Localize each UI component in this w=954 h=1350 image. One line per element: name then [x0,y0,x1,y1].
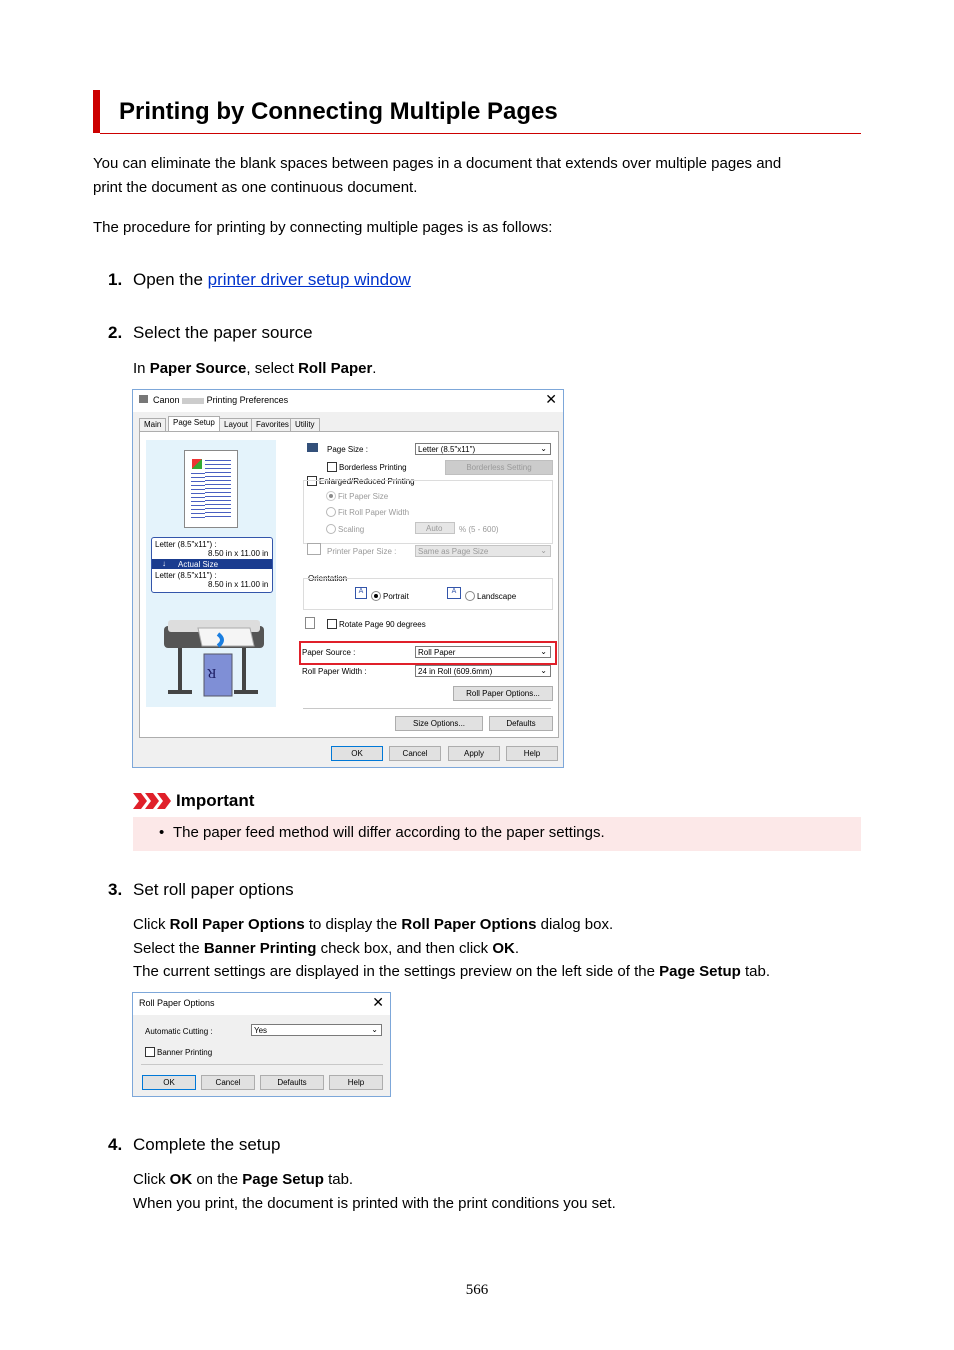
dialog-title-bar: Canon Printing Preferences ✕ [133,390,563,412]
step-3-instructions: Click Roll Paper Options to display the Roll Paper Options dialog box. Select the Banner Printing check box, and then click OK. The current settings are displayed in the settings preview on the left side of the Page Setup tab. [133,916,771,980]
intro-paragraph: You can eliminate the blank spaces between pages in a document that extends over multiple pages and print the document as one continuous document. [93,155,782,196]
borderless-setting-button[interactable]: Borderless Setting [445,460,553,475]
help-button[interactable]: Help [329,1075,383,1090]
chevron-down-icon: ⌄ [540,444,547,453]
page-preview [184,450,238,528]
step-3-text: Set roll paper options [133,880,294,899]
banner-printing-checkbox[interactable] [145,1047,155,1057]
rotate-page-icon [305,617,315,629]
size-options-button[interactable]: Size Options... [395,716,483,731]
tab-utility[interactable]: Utility [290,418,320,431]
printer-icon [139,395,148,403]
defaults-button[interactable]: Defaults [260,1075,324,1090]
tab-main[interactable]: Main [139,418,166,431]
important-arrows-icon [133,793,173,809]
arrow-down-icon: ↓ [162,559,166,568]
tab-favorites[interactable]: Favorites [251,418,294,431]
page-size-select[interactable]: Letter (8.5"x11") ⌄ [415,443,551,455]
heading-accent-bar [93,90,100,133]
cancel-button[interactable]: Cancel [201,1075,255,1090]
roll-paper-options-screenshot: Roll Paper Options ✕ Automatic Cutting : Yes ⌄ Banner Printing OK Cancel Defaults Help [132,992,391,1097]
printing-preferences-screenshot: Canon Printing Preferences ✕ Main Page Setup Layout Favorites Utility Letter (8.5"x11") : 8.50 in x 11.00 in ↓ Actual Size Letter (8.5"x11") : 8.50 in x 11.00 in R Page Size : Letter (8.5"x11") ⌄ Borderless Printing Borderless Setting Enlarged/Reduced Printing Fit Paper Size Fit Roll Paper Width Scaling Auto % (5 - 600) Printer Paper Size : Same as Page Size ⌄ Orientation A Portrait A Landscape Rotate Page 90 degrees Paper Source : Roll Paper ⌄ Roll Paper Width : 24 in Roll (609.6mm) ⌄ Roll Paper Options... Size Options... Defaults OK Cancel Apply Help [132,389,564,768]
scaling-radio[interactable] [326,524,336,534]
image-thumbnail-icon [192,459,202,469]
landscape-icon: A [447,587,461,599]
printer-illustration [158,602,270,698]
step-1-text: Open the printer driver setup window [133,270,411,289]
redacted-model-name [182,398,204,404]
important-title: Important [176,791,255,810]
settings-preview [146,440,276,707]
fit-roll-width-radio[interactable] [326,507,336,517]
printer-paper-size-select[interactable]: Same as Page Size ⌄ [415,545,551,557]
bullet: • [159,824,165,841]
page-number: 566 [465,1282,489,1298]
landscape-radio[interactable] [465,591,475,601]
apply-button[interactable]: Apply [448,746,500,761]
step-2-text: Select the paper source [133,323,313,342]
cancel-button[interactable]: Cancel [389,746,441,761]
portrait-radio[interactable] [371,591,381,601]
procedure-intro: The procedure for printing by connecting multiple pages is as follows: [93,219,553,236]
borderless-checkbox[interactable] [327,462,337,472]
printer-driver-link[interactable]: printer driver setup window [207,270,411,289]
heading-rule [100,133,861,134]
tab-layout[interactable]: Layout [219,418,253,431]
roll-width-select[interactable]: 24 in Roll (609.6mm) ⌄ [415,665,551,677]
ok-button[interactable]: OK [142,1075,196,1090]
page-size-icon [307,443,318,452]
dialog2-title-bar: Roll Paper Options ✕ [133,993,390,1015]
step-1-number: 1. [108,270,123,289]
close-icon[interactable]: ✕ [545,391,557,407]
paper-source-select[interactable]: Roll Paper ⌄ [415,646,551,658]
step-3-number: 3. [108,880,123,899]
step-4-text: Complete the setup [133,1135,281,1154]
defaults-button[interactable]: Defaults [489,716,553,731]
fit-paper-size-radio[interactable] [326,491,336,501]
scaling-input[interactable]: Auto [415,522,455,534]
tab-page-setup[interactable]: Page Setup [168,416,220,432]
close-icon[interactable]: ✕ [372,994,384,1010]
portrait-icon: A [355,587,367,599]
step-2-number: 2. [108,323,123,342]
ok-button[interactable]: OK [331,746,383,761]
step-2-instruction: In Paper Source, select Roll Paper. [133,360,377,377]
help-button[interactable]: Help [506,746,558,761]
page-title: Printing by Connecting Multiple Pages [119,98,558,125]
rotate-checkbox[interactable] [327,619,337,629]
step-4-instructions: Click OK on the Page Setup tab. When you print, the document is printed with the print conditions you set. [133,1171,616,1212]
roll-paper-options-button[interactable]: Roll Paper Options... [453,686,553,701]
size-info-box: Letter (8.5"x11") : 8.50 in x 11.00 in ↓ Actual Size Letter (8.5"x11") : 8.50 in x 11.00 in [151,537,273,593]
important-text: The paper feed method will differ according to the paper settings. [173,824,605,841]
step-4-number: 4. [108,1135,123,1154]
printer-paper-icon [307,543,321,555]
preview-letter: R [207,665,217,680]
automatic-cutting-select[interactable]: Yes ⌄ [251,1024,382,1036]
